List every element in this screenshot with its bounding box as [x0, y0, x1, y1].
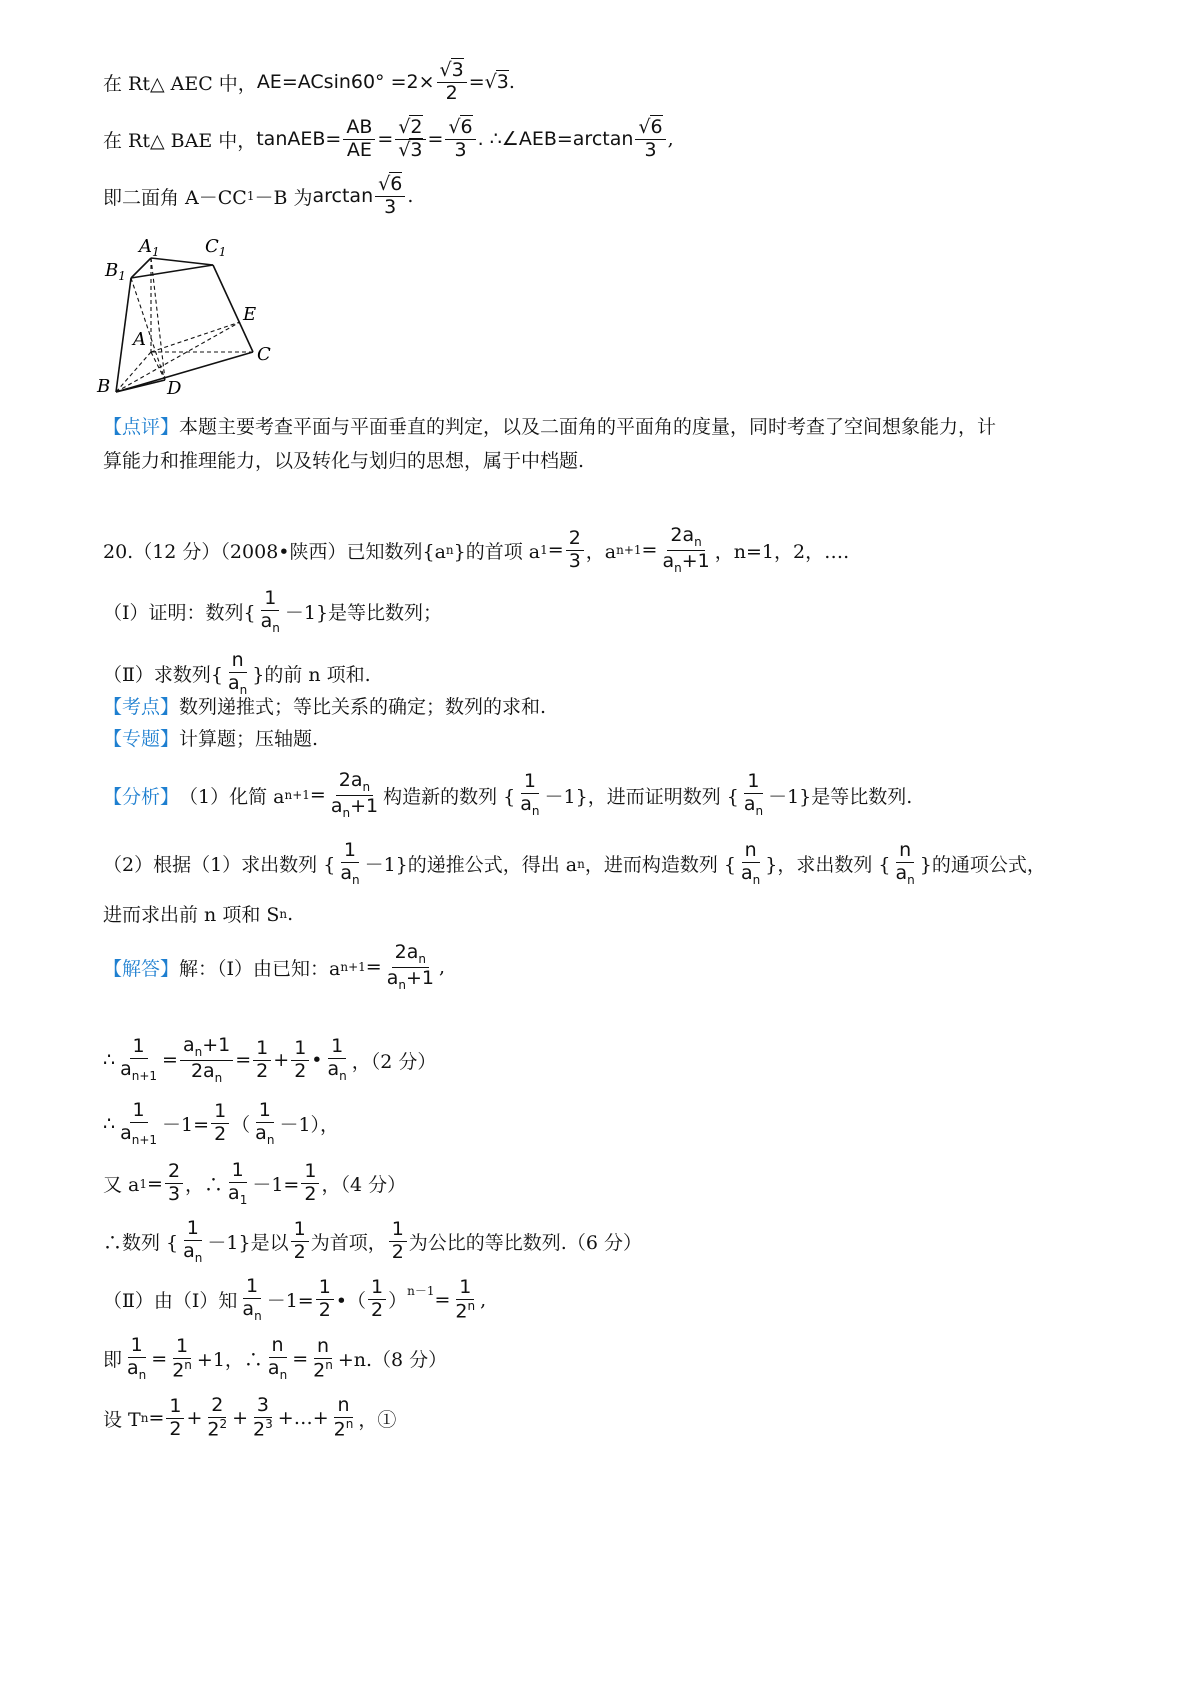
- subscript: n+1: [284, 788, 310, 803]
- fenxi-line-2: [103, 840, 1046, 887]
- text: －B 为: [254, 186, 313, 209]
- fraction: $\frac{√6}{3}$: [445, 117, 475, 162]
- fraction: $\frac{1}{2}$: [301, 1161, 319, 1206]
- fraction: 1 $a_n$: [183, 1217, 203, 1265]
- fraction: $\frac{√3}{2}$: [437, 60, 467, 105]
- text: （Ⅱ）由（Ⅰ）知: [103, 1290, 238, 1313]
- period: .: [508, 71, 515, 94]
- equals: =: [147, 1172, 163, 1195]
- step-5: [103, 1276, 486, 1323]
- fraction: 1 $a_n$: [520, 770, 540, 819]
- fraction: $\frac{2}{3}$: [566, 528, 584, 573]
- text: －1}，进而证明数列 {: [544, 785, 739, 808]
- edge-b1c1: [131, 265, 213, 278]
- tag-kaodian: 【考点】: [103, 696, 180, 718]
- text: 为首项，: [310, 1232, 387, 1255]
- text: }的通项公式，: [919, 854, 1046, 877]
- fraction: 1 2: [368, 1277, 386, 1322]
- plus: +: [232, 1407, 249, 1429]
- text: （1）化简 a: [179, 785, 285, 808]
- text: －1}是等比数列；: [284, 602, 443, 625]
- fraction: $\frac{1}{2^n}$: [455, 1275, 476, 1322]
- solution-line-aec: [103, 60, 515, 105]
- text: －1}是等比数列.: [768, 785, 913, 808]
- subscript: n: [279, 906, 288, 921]
- step-7: [103, 1395, 396, 1441]
- fraction: √6 3: [375, 174, 405, 219]
- tag-comment: 【点评】: [103, 416, 180, 438]
- text: 解：（Ⅰ）由已知：a: [179, 957, 341, 980]
- fraction: √6 3: [635, 117, 665, 162]
- paren: （: [231, 1114, 251, 1137]
- fraction: $\frac{1}{a_{n+1}}$: [120, 1035, 158, 1084]
- equals: =: [151, 1347, 168, 1370]
- q-head: 20.（12 分）（2008•陕西）已知数列{a: [103, 540, 446, 563]
- fraction: 1 $a_n$: [242, 1275, 262, 1323]
- q-text: ，a: [585, 540, 617, 563]
- equals: =: [148, 1407, 165, 1429]
- label-c: C: [257, 344, 271, 365]
- formula: . ∴∠AEB=arctan: [477, 128, 634, 151]
- formula: arctan: [312, 185, 374, 208]
- fraction: $\frac{3}{2^3}$: [253, 1394, 273, 1441]
- fraction: 1 2: [291, 1219, 309, 1264]
- fraction: $\frac{AB}{AE}$: [343, 117, 375, 162]
- label-b1: $B_1$: [105, 260, 126, 283]
- plus: +…+: [277, 1407, 329, 1429]
- text: －1=: [252, 1174, 300, 1197]
- dot: •: [311, 1049, 323, 1072]
- solution-line-bae: [103, 117, 674, 162]
- subscript: n+1: [616, 543, 642, 558]
- text: ∴数列 {: [103, 1232, 179, 1255]
- jieda-line: [103, 942, 445, 992]
- sqrt: √3: [484, 71, 509, 94]
- tag-jieda: 【解答】: [103, 957, 180, 980]
- text: －1}的递推公式，得出 a: [364, 854, 578, 877]
- superscript: n－1: [407, 1284, 435, 1299]
- text: ，∴: [185, 1174, 224, 1197]
- text: 进而求出前 n 项和 S: [103, 904, 280, 926]
- step-4: [103, 1218, 642, 1265]
- fenxi-line-3: [103, 900, 293, 927]
- fraction: 1 $a_n$: [327, 1035, 347, 1084]
- zhuanti-line: [103, 724, 318, 751]
- text: ，（4 分）: [321, 1174, 407, 1197]
- line-prefix: 在 Rt△ AEC 中，: [103, 72, 257, 95]
- therefore: ∴: [103, 1112, 116, 1135]
- text: 计算题；压轴题.: [179, 728, 319, 750]
- text: }的前 n 项和.: [252, 664, 371, 687]
- fraction: $\frac{2a_n}{a_n+1}$: [330, 769, 379, 820]
- fraction: $\frac{2a_n}{a_n+1}$: [386, 941, 434, 992]
- equals: =: [365, 956, 382, 979]
- subscript: n: [140, 1411, 149, 1425]
- fraction: $\frac{√2}{√3}$: [395, 117, 425, 162]
- fraction: $\frac{a_n+1}{2a_n}$: [180, 1035, 233, 1085]
- text: （2）根据（1）求出数列 {: [103, 854, 336, 877]
- label-b: B: [97, 376, 111, 397]
- edge-a1d: [151, 258, 165, 380]
- fenxi-line-1: [103, 770, 912, 820]
- fraction: $\frac{1}{2^n}$: [172, 1334, 192, 1381]
- subscript: 1: [540, 543, 548, 558]
- question-20: [103, 525, 849, 575]
- equals: =: [641, 539, 658, 562]
- comma: ,: [480, 1288, 487, 1311]
- text: 为公比的等比数列.（6 分）: [408, 1232, 642, 1255]
- fraction: $\frac{n}{2^n}$: [313, 1334, 333, 1381]
- tag-zhuanti: 【专题】: [103, 728, 180, 750]
- subscript: 1: [139, 1176, 148, 1191]
- comment-line-2: [103, 446, 584, 473]
- fraction: n $a_n$: [895, 839, 915, 887]
- comma: ,: [667, 128, 674, 151]
- fraction: $\frac{n}{a_n}$: [267, 1334, 288, 1382]
- text: ，①: [358, 1408, 397, 1431]
- therefore: ∴: [103, 1049, 116, 1072]
- period: .: [407, 185, 414, 208]
- q-text: }的首项 a: [453, 540, 541, 563]
- comment-text: 算能力和推理能力，以及转化与划归的思想，属于中档题.: [103, 450, 585, 472]
- comment-line-1: [103, 412, 996, 439]
- fraction: n $a_n$: [741, 839, 761, 887]
- question-part-2: [103, 650, 371, 697]
- text: （Ⅱ）求数列{: [103, 664, 224, 687]
- equals: =: [468, 71, 485, 94]
- edge-bd: [116, 380, 165, 392]
- equals: =: [547, 539, 564, 562]
- text: 即: [103, 1349, 123, 1372]
- fraction: n $a_n$: [228, 649, 248, 697]
- paren: ）: [388, 1290, 408, 1313]
- comment-text: 本题主要考查平面与平面垂直的判定，以及二面角的平面角的度量，同时考查了空间想象能力，计: [179, 416, 997, 438]
- text: 即二面角 A－CC: [103, 186, 247, 209]
- label-a: A: [133, 329, 146, 350]
- subscript: n: [445, 543, 454, 558]
- fraction: $\frac{1}{a_n}$: [127, 1334, 147, 1382]
- fraction: $\frac{1}{2}$: [316, 1277, 334, 1322]
- equals: =: [292, 1347, 309, 1370]
- fraction: 1 $a_n$: [340, 839, 360, 887]
- text: －1}是以: [207, 1232, 289, 1255]
- fraction: 1 $a_n$: [260, 587, 280, 635]
- text: ，进而构造数列 {: [584, 854, 736, 877]
- comma: ,: [438, 956, 446, 979]
- text: +n.（8 分）: [337, 1349, 448, 1372]
- fraction: $\frac{n}{2^n}$: [333, 1394, 354, 1441]
- plus: +: [186, 1407, 203, 1429]
- edge-bc: [116, 352, 253, 392]
- step-1: [103, 1035, 436, 1085]
- fraction: $\frac{1}{2}$: [253, 1038, 271, 1083]
- text: 又 a: [103, 1174, 140, 1197]
- fraction: 1 $a_n$: [743, 770, 764, 819]
- edge-b1b: [116, 278, 131, 392]
- text: －1=: [162, 1114, 210, 1137]
- equals: =: [377, 128, 394, 151]
- plus: +: [273, 1049, 290, 1072]
- fraction: 1 $a_1$: [228, 1159, 248, 1207]
- fraction: 1 2: [389, 1219, 407, 1264]
- equals: =: [309, 784, 326, 807]
- fraction: $\frac{2a_n}{a_n+1}$: [662, 524, 710, 575]
- period: .: [287, 902, 294, 925]
- subscript: n+1: [340, 960, 366, 975]
- text: 构造新的数列 {: [383, 785, 516, 808]
- text: 数列递推式；等比关系的确定；数列的求和.: [179, 696, 547, 718]
- edge-a1c1: [151, 258, 213, 265]
- step-3: [103, 1160, 406, 1207]
- tag-fenxi: 【分析】: [103, 785, 180, 808]
- text: （Ⅰ）证明：数列{: [103, 602, 256, 625]
- text: －1=: [266, 1290, 314, 1313]
- label-d: D: [167, 378, 182, 399]
- equals: =: [235, 1049, 252, 1072]
- fraction: 1 $a_{n+1}$: [120, 1099, 158, 1147]
- step-2: [103, 1100, 339, 1147]
- fraction: $\frac{2}{3}$: [165, 1161, 183, 1206]
- solution-line-conclusion: [103, 174, 413, 219]
- text: －1），: [279, 1114, 340, 1137]
- question-part-1: [103, 588, 442, 635]
- label-c1: $C_1$: [205, 236, 227, 259]
- label-e: E: [243, 304, 257, 325]
- text: 设 T: [103, 1408, 141, 1431]
- formula: tanAEB=: [256, 128, 342, 151]
- step-6: [103, 1335, 447, 1382]
- text: +1，∴: [196, 1349, 263, 1372]
- fraction: $\frac{2}{2^2}$: [207, 1394, 228, 1441]
- geometry-figure: [95, 232, 295, 402]
- fraction: 1 $a_n$: [255, 1099, 275, 1147]
- fraction: $\frac{1}{2}$: [166, 1396, 184, 1441]
- fraction: $\frac{1}{2}$: [291, 1038, 309, 1083]
- kaodian-line: [103, 692, 546, 719]
- subscript: n: [577, 856, 585, 871]
- text: }，求出数列 {: [765, 854, 891, 877]
- text: •（: [335, 1290, 367, 1313]
- label-a1: $A_1$: [139, 236, 160, 259]
- equals: =: [434, 1288, 451, 1311]
- line-prefix: 在 Rt△ BAE 中，: [103, 129, 257, 152]
- q-text: ，n=1，2，….: [714, 540, 850, 563]
- fraction: $\frac{1}{2}$: [211, 1101, 229, 1146]
- equals: =: [162, 1049, 178, 1072]
- text: ，（2 分）: [351, 1050, 437, 1073]
- formula: AE=ACsin60° =2×: [256, 71, 435, 94]
- equals: =: [427, 128, 444, 151]
- subscript: 1: [246, 189, 255, 204]
